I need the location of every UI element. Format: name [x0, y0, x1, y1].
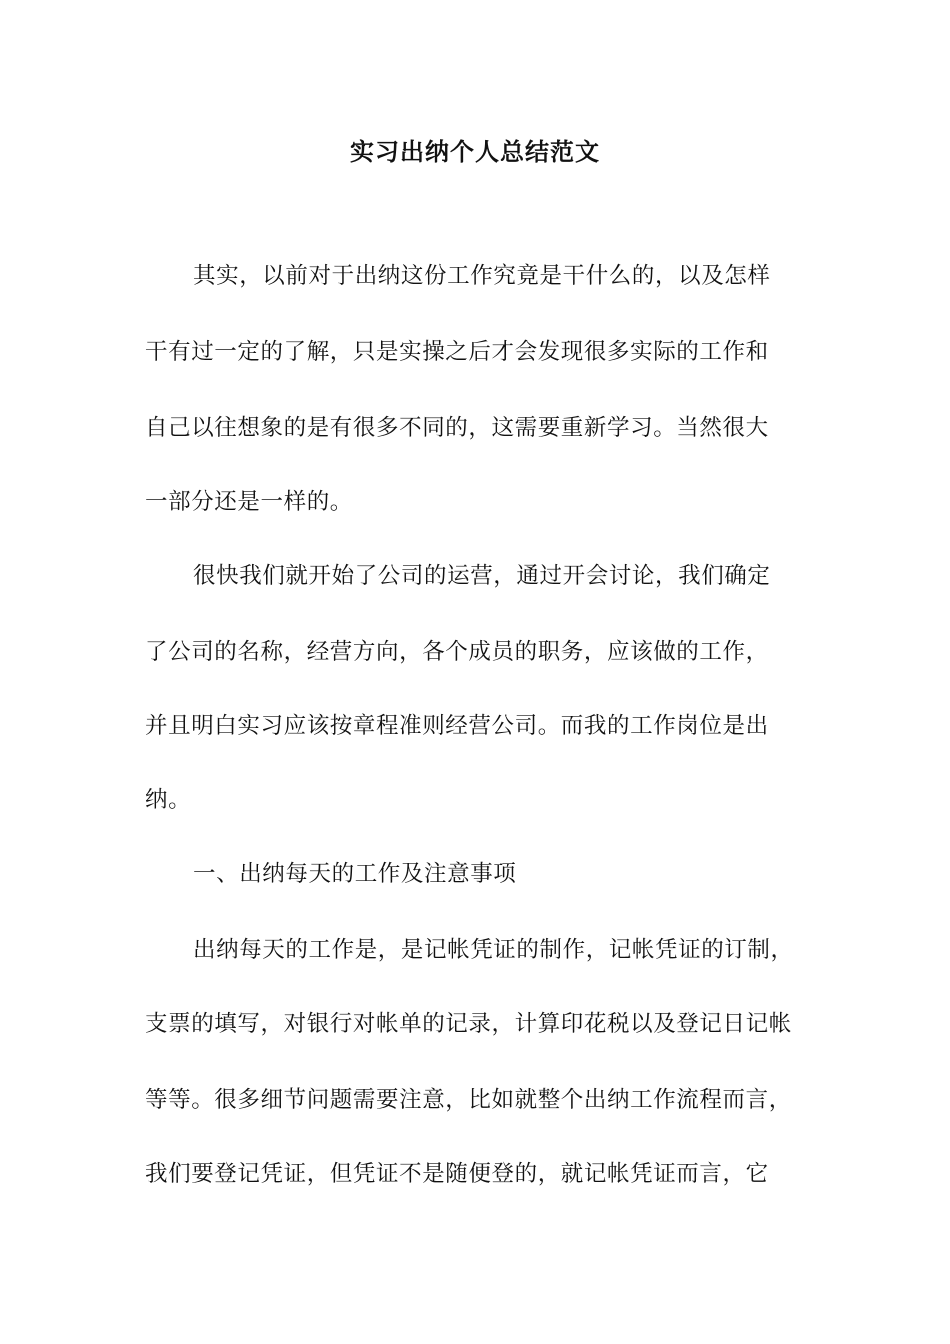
paragraph-1-line-3: 自己以往想象的是有很多不同的，这需要重新学习。当然很大 — [145, 415, 769, 441]
paragraph-3-line-4: 我们要登记凭证，但凭证不是随便登的，就记帐凭证而言，它 — [145, 1161, 769, 1187]
paragraph-2-line-2: 了公司的名称，经营方向，各个成员的职务，应该做的工作， — [145, 639, 769, 665]
paragraph-2-line-4: 纳。 — [145, 787, 192, 813]
paragraph-3-line-3: 等等。很多细节问题需要注意，比如就整个出纳工作流程而言， — [145, 1087, 792, 1113]
section-heading-1: 一、出纳每天的工作及注意事项 — [193, 861, 517, 887]
paragraph-1-line-4: 一部分还是一样的。 — [145, 489, 353, 515]
paragraph-2-line-3: 并且明白实习应该按章程准则经营公司。而我的工作岗位是出 — [145, 713, 769, 739]
paragraph-3-line-2: 支票的填写，对银行对帐单的记录，计算印花税以及登记日记帐 — [145, 1011, 792, 1037]
paragraph-3-line-1: 出纳每天的工作是，是记帐凭证的制作，记帐凭证的订制， — [193, 937, 794, 963]
paragraph-2-line-1: 很快我们就开始了公司的运营，通过开会讨论，我们确定 — [193, 563, 771, 589]
paragraph-1-line-1: 其实，以前对于出纳这份工作究竟是干什么的，以及怎样 — [193, 263, 771, 289]
paragraph-1-line-2: 干有过一定的了解，只是实操之后才会发现很多实际的工作和 — [145, 339, 769, 365]
document-title: 实习出纳个人总结范文 — [350, 137, 600, 166]
